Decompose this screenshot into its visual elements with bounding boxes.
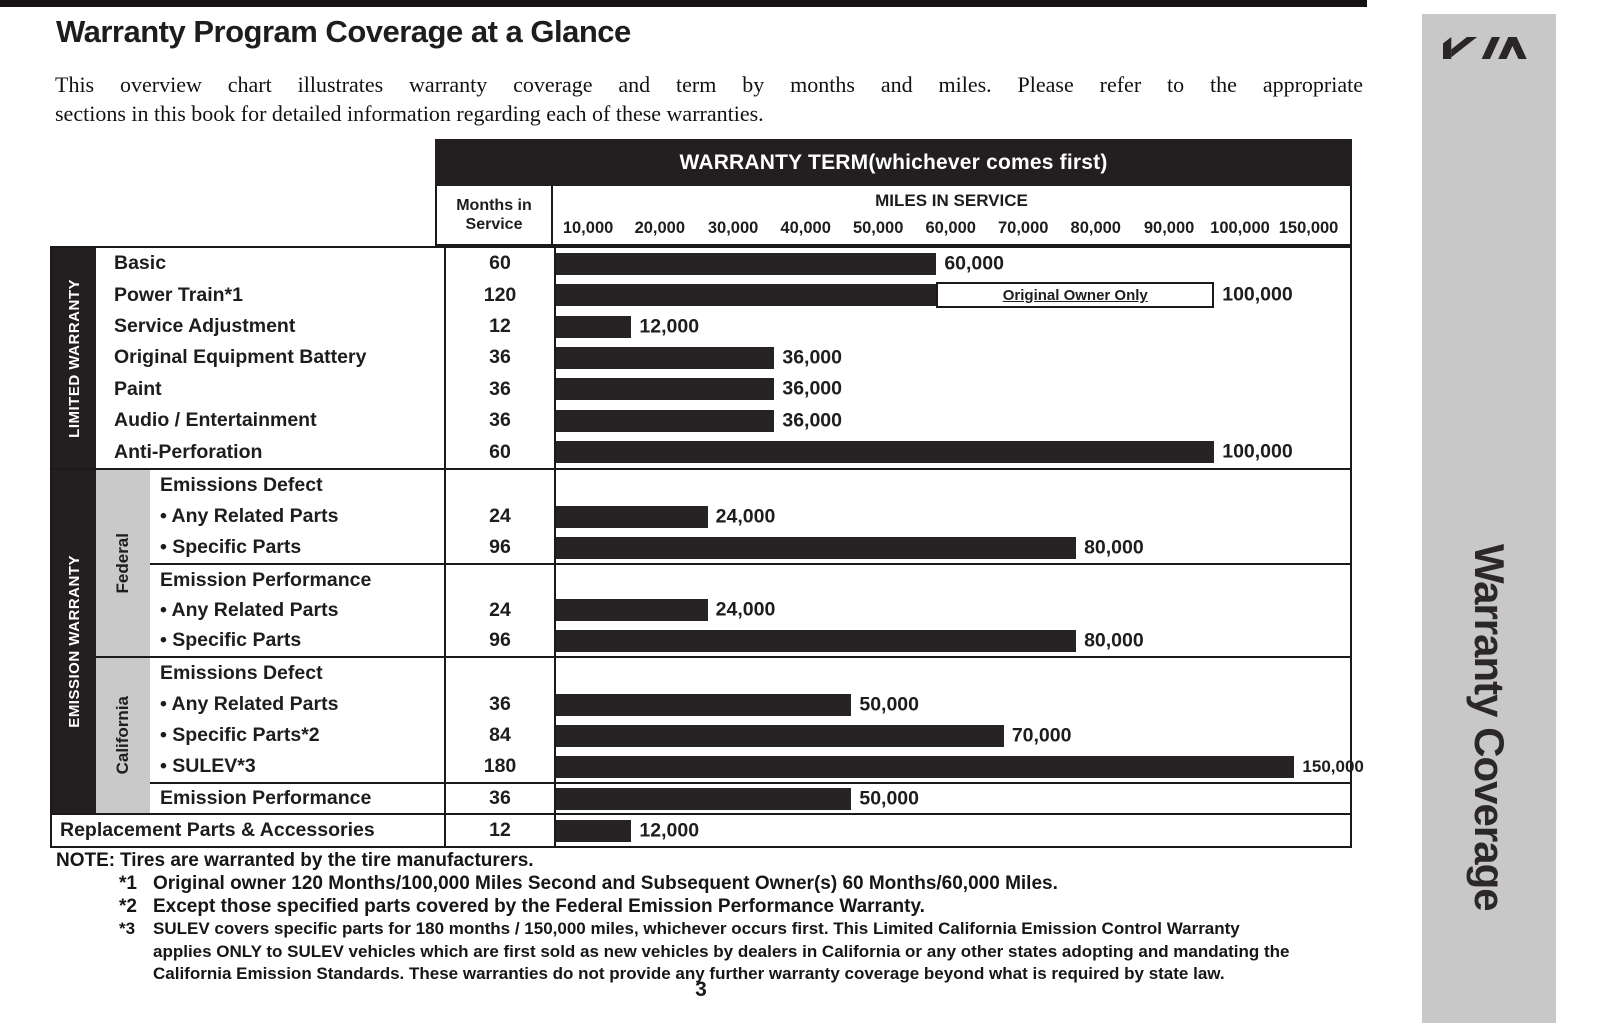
table-row <box>150 658 1350 689</box>
miles-value: 100,000 <box>1222 440 1293 463</box>
months-value <box>444 470 554 501</box>
table-row <box>96 374 1350 405</box>
subgroup-blocks <box>150 470 1350 656</box>
note-line <box>56 849 1386 872</box>
term-bar-cell <box>554 658 1350 689</box>
miles-tick: 50,000 <box>852 219 904 237</box>
table-row <box>96 311 1350 342</box>
row-label: • Specific Parts <box>160 536 302 558</box>
miles-value: 100,000 <box>1222 283 1293 306</box>
months-value <box>444 565 554 595</box>
subgroup-label-column <box>96 470 150 656</box>
miles-tick: 100,000 <box>1210 219 1270 237</box>
term-bar-cell <box>554 248 1350 279</box>
kia-logo <box>1443 36 1535 60</box>
table-row <box>150 720 1350 751</box>
term-bar-cell <box>554 311 1350 342</box>
miles-value: 80,000 <box>1084 536 1144 558</box>
row-label: • Any Related Parts <box>160 693 339 715</box>
group-vertical-label: EMISSION WARRANTY <box>65 555 83 728</box>
table-row <box>150 595 1350 625</box>
intro-line-2: sections in this book for detailed information regarding each of these warranties. <box>55 101 764 126</box>
original-owner-only-box: Original Owner Only <box>936 282 1214 308</box>
months-value: 60 <box>444 437 554 468</box>
table-row <box>150 565 1350 595</box>
miles-value: 24,000 <box>715 505 776 527</box>
months-in-service-header <box>437 186 553 244</box>
miles-value: 50,000 <box>859 693 920 715</box>
miles-in-service-header <box>553 186 1350 244</box>
sidebar <box>1422 14 1556 1023</box>
group-vertical-label: LIMITED WARRANTY <box>65 278 83 438</box>
term-bar-cell <box>554 626 1350 656</box>
term-bar-cell <box>554 437 1350 468</box>
miles-value: 50,000 <box>859 787 920 809</box>
table-row <box>150 689 1350 720</box>
term-bar <box>556 599 708 621</box>
term-bar <box>556 725 1004 747</box>
term-bar-cell <box>554 689 1350 720</box>
miles-value: 36,000 <box>782 409 842 432</box>
months-value: 24 <box>444 501 554 532</box>
miles-value: 150,000 <box>1302 756 1364 776</box>
months-value: 84 <box>444 720 554 751</box>
term-bar-cell <box>554 532 1350 563</box>
term-bar-cell <box>554 565 1350 595</box>
term-bar-cell <box>554 279 1350 310</box>
footnote <box>56 918 1301 986</box>
subgroup-federal <box>96 470 1350 656</box>
row-label: Emission Performance <box>160 568 372 591</box>
term-bar <box>556 410 774 432</box>
table-row <box>150 501 1350 532</box>
warranty-table-body <box>50 246 1364 848</box>
subgroup-california <box>96 656 1364 813</box>
sidebar-vertical-label: Warranty Coverage <box>1466 544 1513 911</box>
row-label: Replacement Parts & Accessories <box>60 819 375 841</box>
term-bar-cell <box>554 405 1350 436</box>
intro-line-1: This overview chart illustrates warranty coverage and term by months and miles. Please refer to the appropriate <box>55 72 1363 97</box>
replacement-section <box>52 813 1350 846</box>
miles-value: 36,000 <box>782 346 842 369</box>
row-label: • Any Related Parts <box>160 505 339 527</box>
term-bar <box>556 347 774 369</box>
miles-value: 12,000 <box>639 315 700 338</box>
note-text: Tires are warranted by the tire manufacturers. <box>120 850 534 871</box>
miles-value: 12,000 <box>639 819 700 841</box>
term-bar <box>556 506 708 528</box>
term-bar <box>556 820 631 842</box>
months-value: 24 <box>444 595 554 625</box>
months-value: 180 <box>444 751 554 782</box>
term-bar-cell <box>554 595 1350 625</box>
footnote-text: Original owner 120 Months/100,000 Miles Second and Subsequent Owner(s) 60 Months/60,000 Miles. <box>153 873 1058 894</box>
row-label: Original Equipment Battery <box>114 346 367 369</box>
table-row <box>150 626 1350 656</box>
months-value: 12 <box>444 815 554 846</box>
subgroups <box>96 470 1364 813</box>
footnote <box>56 872 1386 895</box>
term-bar <box>556 630 1076 652</box>
miles-value: 24,000 <box>715 598 776 621</box>
term-bar-cell <box>554 815 1350 846</box>
subgroup-label-column <box>96 658 150 813</box>
term-bar-cell <box>554 751 1364 782</box>
warranty-block <box>150 658 1364 782</box>
months-value: 120 <box>444 279 554 310</box>
term-bar <box>556 756 1294 778</box>
miles-header-title: MILES IN SERVICE <box>875 191 1028 210</box>
months-header-line1: Months in <box>456 197 532 214</box>
miles-value: 36,000 <box>782 377 842 400</box>
subgroup-vertical-label: Federal <box>113 532 132 594</box>
footnote-marker: *1 <box>119 873 137 894</box>
miles-tick: 30,000 <box>707 219 759 237</box>
warranty-block <box>150 563 1350 656</box>
row-label: • Specific Parts*2 <box>160 724 320 746</box>
miles-tick: 60,000 <box>925 219 976 237</box>
row-label: Emission Performance <box>160 787 372 809</box>
table-row <box>96 342 1350 373</box>
table-row <box>150 532 1350 563</box>
row-label: Audio / Entertainment <box>114 409 317 432</box>
warranty-term-header: WARRANTY TERM(whichever comes first) <box>435 139 1352 186</box>
months-value: 36 <box>444 405 554 436</box>
subgroup-vertical-label: California <box>113 696 132 775</box>
page-top-edge <box>0 0 1367 7</box>
row-label: Paint <box>114 377 162 400</box>
miles-tick: 10,000 <box>562 219 614 237</box>
months-value: 96 <box>444 626 554 656</box>
term-bar-cell <box>554 501 1350 532</box>
months-header-line2: Service <box>465 216 523 233</box>
table-row <box>150 751 1364 782</box>
miles-value: 60,000 <box>944 252 1004 275</box>
term-bar <box>556 788 851 810</box>
subgroup-blocks <box>150 658 1364 813</box>
table-row <box>150 784 1350 813</box>
notes-block <box>56 849 1386 986</box>
footnote-text: SULEV covers specific parts for 180 months / 150,000 miles, whichever occurs first. This Limited California Emission Control Warranty applies ONLY to SULEV vehicles which are first sold as new vehicles by dealers in California or any other states adopting and mandating the California Emission Standards. These warranties do not provide any further warranty coverage beyond what is required by state law. <box>153 919 1290 983</box>
table-row <box>96 405 1350 436</box>
row-label: Anti-Perforation <box>114 440 263 463</box>
term-bar <box>556 378 774 400</box>
miles-tick: 40,000 <box>780 219 831 237</box>
warranty-section <box>52 468 1364 813</box>
page-title: Warranty Program Coverage at a Glance <box>56 14 631 49</box>
months-value: 36 <box>444 342 554 373</box>
table-row <box>150 470 1350 501</box>
term-bar-cell <box>554 720 1350 751</box>
footnote <box>56 895 1386 918</box>
months-value <box>444 658 554 689</box>
term-bar <box>556 316 631 338</box>
group-label-column <box>52 470 96 813</box>
row-label: Service Adjustment <box>114 315 296 338</box>
group-label-column <box>52 248 96 468</box>
table-row <box>96 279 1350 310</box>
term-bar <box>556 694 851 716</box>
miles-tick: 150,000 <box>1278 219 1339 237</box>
term-bar <box>556 284 936 306</box>
table-subheader <box>435 186 1352 246</box>
page-number: 3 <box>695 978 707 1001</box>
miles-tick: 20,000 <box>634 219 686 237</box>
miles-tick: 70,000 <box>997 219 1049 237</box>
months-value: 96 <box>444 532 554 563</box>
term-bar <box>556 253 936 275</box>
months-value: 36 <box>444 784 554 813</box>
warranty-section <box>52 248 1350 468</box>
term-bar-cell <box>554 374 1350 405</box>
footnote-text: Except those specified parts covered by the Federal Emission Performance Warranty. <box>153 896 925 917</box>
intro-paragraph <box>55 70 1363 128</box>
warranty-block <box>150 470 1350 563</box>
table-row <box>52 815 1350 846</box>
term-bar-cell <box>554 470 1350 501</box>
miles-tick: 90,000 <box>1143 219 1195 237</box>
months-value: 60 <box>444 248 554 279</box>
term-bar <box>556 537 1076 559</box>
months-value: 36 <box>444 374 554 405</box>
miles-value: 70,000 <box>1011 724 1072 746</box>
section-rows <box>96 248 1350 468</box>
row-label: Emissions Defect <box>160 662 323 684</box>
footnote-marker: *3 <box>119 919 136 938</box>
section-rows <box>52 815 1350 846</box>
term-bar-cell <box>554 784 1350 813</box>
months-value: 12 <box>444 311 554 342</box>
miles-value: 80,000 <box>1084 629 1144 652</box>
table-row <box>96 248 1350 279</box>
row-label: • Any Related Parts <box>160 598 339 621</box>
row-label: • SULEV*3 <box>160 755 256 777</box>
miles-tick: 80,000 <box>1070 219 1121 237</box>
warranty-block <box>150 782 1350 813</box>
row-label: Power Train*1 <box>114 283 243 306</box>
term-bar <box>556 441 1214 463</box>
row-label: • Specific Parts <box>160 629 302 652</box>
months-value: 36 <box>444 689 554 720</box>
row-label: Emissions Defect <box>160 474 323 496</box>
note-label: NOTE: <box>56 850 116 871</box>
table-row <box>96 437 1350 468</box>
footnote-marker: *2 <box>119 896 137 917</box>
row-label: Basic <box>114 252 167 275</box>
term-bar-cell <box>554 342 1350 373</box>
